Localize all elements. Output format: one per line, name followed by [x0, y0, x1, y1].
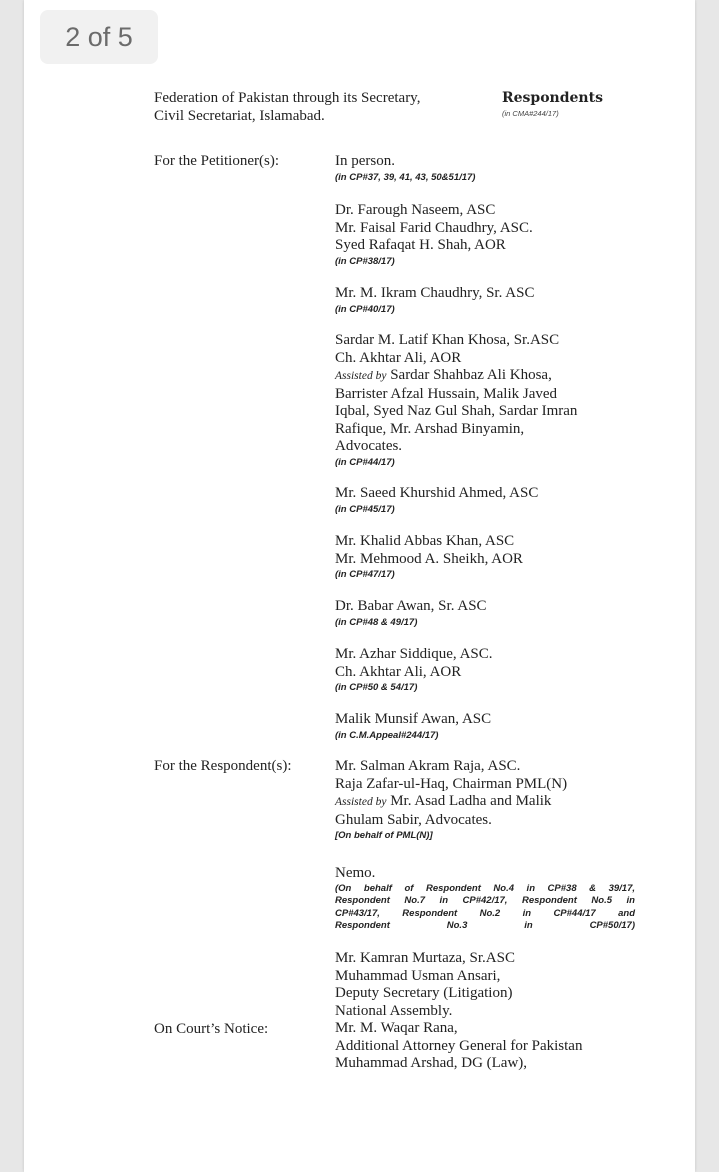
court-notice-block	[335, 950, 582, 1073]
nemo-block	[335, 865, 635, 933]
counsel-line: Ghulam Sabir, Advocates.	[335, 811, 492, 828]
case-note: (in CP#37, 39, 41, 43, 50&51/17)	[335, 171, 476, 183]
counsel-line: Deputy Secretary (Litigation)	[335, 985, 513, 1001]
case-note: (in CP#47/17)	[335, 569, 395, 580]
counsel-line: In person.	[335, 153, 395, 169]
counsel-line: Muhammad Usman Ansari,	[335, 967, 501, 984]
header-line-2: Civil Secretariat, Islamabad.	[154, 108, 325, 124]
counsel-line: Mr. Saeed Khurshid Ahmed, ASC	[335, 485, 539, 501]
assisted-line	[335, 793, 567, 812]
nemo-text: Nemo.	[335, 865, 376, 881]
counsel-line: Mr. M. Ikram Chaudhry, Sr. ASC	[335, 285, 535, 301]
counsel-line: Mr. Faisal Farid Chaudhry, ASC.	[335, 219, 533, 236]
assisted-names: Mr. Asad Ladha and Malik	[390, 793, 552, 809]
nemo-note-line: (On behalf of Respondent No.4 in CP#38 & 39/17,	[335, 882, 635, 894]
respondents-role: Respondents	[502, 90, 603, 106]
case-note: (in CP#50 & 54/17)	[335, 682, 418, 693]
nemo-note-line: Respondent No.7 in CP#42/17, Respondent No.5 in	[335, 895, 635, 906]
counsel-block	[335, 153, 475, 184]
case-note: (in C.M.Appeal#244/17)	[335, 729, 439, 741]
counsel-line: Ch. Akhtar Ali, AOR	[335, 663, 462, 680]
case-note: (in CP#45/17)	[335, 503, 395, 515]
counsel-line: Mr. M. Waqar Rana,	[335, 1020, 458, 1036]
counsel-line: Rafique, Mr. Arshad Binyamin,	[335, 420, 525, 437]
header-line-1: Federation of Pakistan through its Secretary,	[154, 90, 421, 106]
counsel-line: Sardar M. Latif Khan Khosa, Sr.ASC	[335, 332, 560, 348]
counsel-line: Ch. Akhtar Ali, AOR	[335, 349, 462, 366]
counsel-line: Advocates.	[335, 438, 403, 454]
counsel-line: Raja Zafar-ul-Haq, Chairman PML(N)	[335, 775, 568, 792]
counsel-block	[335, 332, 577, 469]
counsel-block	[335, 533, 523, 581]
counsel-line: Syed Rafaqat H. Shah, AOR	[335, 237, 506, 253]
counsel-line: Dr. Babar Awan, Sr. ASC	[335, 598, 487, 614]
assisted-by-prefix: Assisted by	[335, 370, 387, 382]
counsel-line: Dr. Farough Naseem, ASC	[335, 202, 496, 218]
counsel-line: Iqbal, Syed Naz Gul Shah, Sardar Imran	[335, 403, 578, 419]
court-notice-label: On Court’s Notice:	[154, 1021, 269, 1037]
assisted-line	[335, 367, 577, 386]
counsel-line: Mr. Mehmood A. Sheikh, AOR	[335, 550, 523, 567]
counsel-line: Muhammad Arshad, DG (Law),	[335, 1055, 528, 1071]
counsel-line: Malik Munsif Awan, ASC	[335, 711, 492, 727]
respondent-counsel-block	[335, 758, 567, 842]
counsel-line: Additional Attorney General for Pakistan	[335, 1037, 583, 1054]
respondents-role-note: (in CMA#244/17)	[502, 109, 559, 118]
respondent-label: For the Respondent(s):	[154, 758, 292, 774]
counsel-line: Mr. Khalid Abbas Khan, ASC	[335, 533, 515, 549]
assisted-by-prefix: Assisted by	[335, 796, 387, 808]
case-note: (in CP#44/17)	[335, 456, 395, 468]
counsel-line: National Assembly.	[335, 1002, 453, 1019]
counsel-line: Mr. Salman Akram Raja, ASC.	[335, 758, 521, 774]
case-note: [On behalf of PML(N)]	[335, 830, 433, 841]
counsel-block	[335, 711, 491, 742]
counsel-block	[335, 598, 487, 629]
case-note: (in CP#48 & 49/17)	[335, 616, 418, 628]
petitioner-label: For the Petitioner(s):	[154, 153, 279, 169]
counsel-line: Barrister Afzal Hussain, Malik Javed	[335, 385, 558, 402]
counsel-block	[335, 646, 493, 694]
page-counter-badge: 2 of 5	[40, 10, 158, 64]
nemo-note-line: CP#43/17, Respondent No.2 in CP#44/17 and	[335, 907, 635, 919]
counsel-line: Mr. Kamran Murtaza, Sr.ASC	[335, 950, 515, 966]
counsel-block	[335, 202, 533, 268]
case-note: (in CP#38/17)	[335, 255, 395, 267]
counsel-block	[335, 285, 534, 316]
assisted-names: Sardar Shahbaz Ali Khosa,	[390, 367, 552, 383]
counsel-block	[335, 485, 538, 516]
nemo-note-line: Respondent No.3 in CP#50/17)	[335, 920, 635, 931]
counsel-line: Mr. Azhar Siddique, ASC.	[335, 646, 493, 662]
case-note: (in CP#40/17)	[335, 303, 395, 315]
